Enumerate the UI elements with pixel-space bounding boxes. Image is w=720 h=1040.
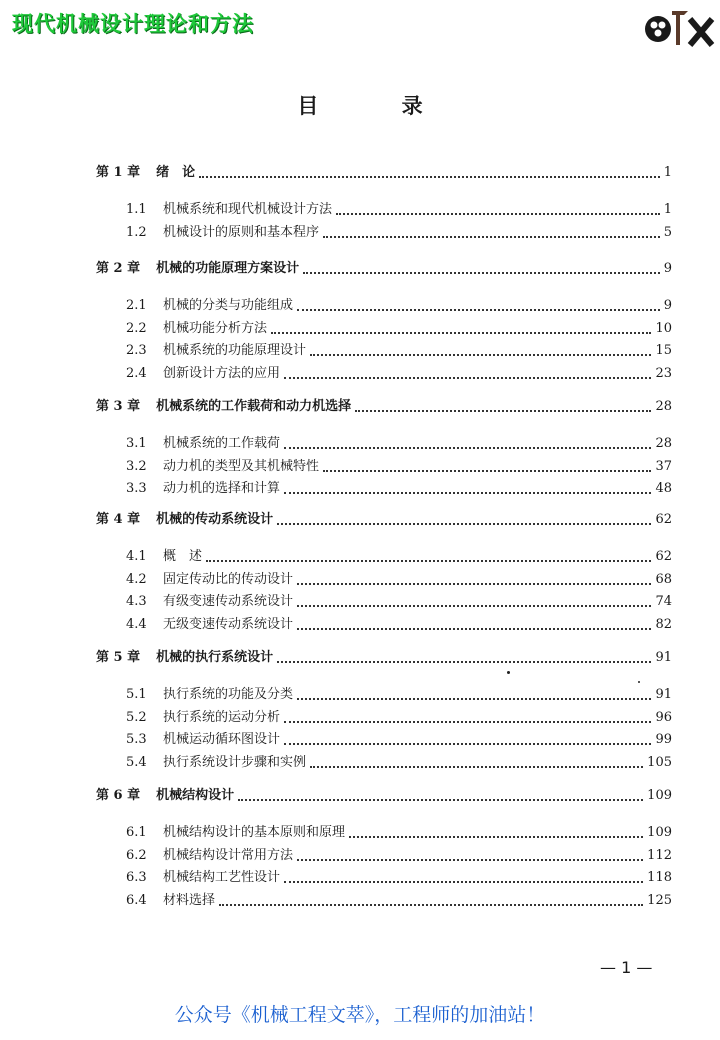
section-page: 1 bbox=[663, 202, 672, 217]
chapter-title: 机械的执行系统设计 bbox=[156, 650, 274, 665]
section-page: 112 bbox=[647, 848, 672, 863]
section-number: 6.3 bbox=[126, 870, 147, 885]
section-number: 3.3 bbox=[126, 481, 147, 496]
section-number: 6.4 bbox=[126, 893, 147, 908]
section-title: 动力机的选择和计算 bbox=[163, 481, 281, 496]
toc-section-row[interactable] bbox=[126, 710, 672, 726]
toc-title: 目 录 bbox=[297, 93, 461, 118]
section-title: 机械结构设计常用方法 bbox=[163, 848, 294, 863]
section-title: 机械运动循环图设计 bbox=[163, 732, 281, 747]
toc-section-row[interactable] bbox=[126, 321, 672, 337]
toc-section-row[interactable] bbox=[126, 594, 672, 610]
section-title: 机械系统的工作载荷 bbox=[163, 436, 281, 451]
toc-section-row[interactable] bbox=[126, 732, 672, 748]
section-page: 91 bbox=[655, 687, 672, 702]
section-title: 材料选择 bbox=[163, 893, 216, 908]
toc-chapter-row[interactable] bbox=[96, 788, 672, 804]
section-title: 机械的分类与功能组成 bbox=[163, 298, 294, 313]
dot-leader bbox=[355, 409, 651, 412]
chapter-number: 第 2 章 bbox=[96, 261, 141, 276]
toc-section-row[interactable] bbox=[126, 459, 672, 475]
toc-section-row[interactable] bbox=[126, 617, 672, 633]
scan-speck bbox=[507, 671, 510, 674]
section-number: 2.4 bbox=[126, 366, 147, 381]
section-page: 68 bbox=[655, 572, 672, 587]
toc-chapter-row[interactable] bbox=[96, 512, 672, 528]
chapter-title: 机械的传动系统设计 bbox=[156, 512, 274, 527]
chapter-title: 绪 论 bbox=[156, 165, 196, 180]
section-number: 4.4 bbox=[126, 617, 147, 632]
section-title: 机械系统和现代机械设计方法 bbox=[163, 202, 333, 217]
section-page: 10 bbox=[655, 321, 672, 336]
toc-chapter-row[interactable] bbox=[96, 399, 672, 415]
chapter-number: 第 3 章 bbox=[96, 399, 141, 414]
toc-section-row[interactable] bbox=[126, 870, 672, 886]
toc-chapter-row[interactable] bbox=[96, 165, 672, 181]
chapter-number: 第 4 章 bbox=[96, 512, 141, 527]
section-title: 执行系统设计步骤和实例 bbox=[163, 755, 307, 770]
dot-leader bbox=[284, 742, 651, 745]
page-number: — 1 — bbox=[600, 958, 653, 977]
dot-leader bbox=[277, 522, 651, 525]
section-page: 28 bbox=[655, 436, 672, 451]
section-number: 2.3 bbox=[126, 343, 147, 358]
toc-section-row[interactable] bbox=[126, 825, 672, 841]
section-title: 机械结构工艺性设计 bbox=[163, 870, 281, 885]
toc-section-row[interactable] bbox=[126, 225, 672, 241]
toc-section-row[interactable] bbox=[126, 549, 672, 565]
dot-leader bbox=[284, 491, 651, 494]
chapter-title: 机械结构设计 bbox=[156, 788, 235, 803]
toc-section-row[interactable] bbox=[126, 436, 672, 452]
dot-leader bbox=[238, 798, 643, 801]
publisher-logo bbox=[644, 5, 716, 49]
dot-leader bbox=[284, 446, 651, 449]
dot-leader bbox=[323, 235, 660, 238]
toc-section-row[interactable] bbox=[126, 366, 672, 382]
dot-leader bbox=[284, 880, 643, 883]
footer-slogan: 公众号《机械工程文萃》，工程师的加油站！ bbox=[174, 1004, 546, 1026]
toc-section-row[interactable] bbox=[126, 202, 672, 218]
dot-leader bbox=[277, 660, 651, 663]
chapter-page: 1 bbox=[663, 165, 672, 180]
chapter-title: 机械的功能原理方案设计 bbox=[156, 261, 300, 276]
header-title: 现代机械设计理论和方法 bbox=[12, 12, 254, 36]
section-number: 6.1 bbox=[126, 825, 147, 840]
chapter-number: 第 5 章 bbox=[96, 650, 141, 665]
dot-leader bbox=[303, 271, 660, 274]
section-number: 5.2 bbox=[126, 710, 147, 725]
section-title: 机械功能分析方法 bbox=[163, 321, 268, 336]
section-number: 1.2 bbox=[126, 225, 147, 240]
section-number: 5.4 bbox=[126, 755, 147, 770]
dot-leader bbox=[206, 559, 651, 562]
chapter-page: 9 bbox=[663, 261, 672, 276]
dot-leader bbox=[271, 331, 651, 334]
dot-leader bbox=[284, 376, 651, 379]
section-title: 动力机的类型及其机械特性 bbox=[163, 459, 320, 474]
chapter-page: 62 bbox=[655, 512, 672, 527]
section-title: 执行系统的运动分析 bbox=[163, 710, 281, 725]
section-page: 96 bbox=[655, 710, 672, 725]
section-number: 4.1 bbox=[126, 549, 147, 564]
dot-leader bbox=[297, 697, 651, 700]
section-page: 125 bbox=[647, 893, 672, 908]
section-number: 5.3 bbox=[126, 732, 147, 747]
dot-leader bbox=[297, 858, 643, 861]
scan-speck bbox=[638, 681, 640, 683]
section-number: 4.3 bbox=[126, 594, 147, 609]
dot-leader bbox=[336, 212, 660, 215]
chapter-page: 28 bbox=[655, 399, 672, 414]
section-title: 有级变速传动系统设计 bbox=[163, 594, 294, 609]
section-page: 99 bbox=[655, 732, 672, 747]
section-page: 48 bbox=[655, 481, 672, 496]
dot-leader bbox=[323, 469, 651, 472]
toc-section-row[interactable] bbox=[126, 343, 672, 359]
chapter-number: 第 1 章 bbox=[96, 165, 141, 180]
dot-leader bbox=[284, 720, 651, 723]
section-page: 109 bbox=[647, 825, 672, 840]
chapter-number: 第 6 章 bbox=[96, 788, 141, 803]
chapter-page: 109 bbox=[647, 788, 672, 803]
section-number: 4.2 bbox=[126, 572, 147, 587]
section-page: 74 bbox=[655, 594, 672, 609]
section-number: 5.1 bbox=[126, 687, 147, 702]
section-title: 概 述 bbox=[163, 549, 203, 564]
section-page: 37 bbox=[655, 459, 672, 474]
section-page: 15 bbox=[655, 343, 672, 358]
dot-leader bbox=[297, 308, 660, 311]
toc-section-row[interactable] bbox=[126, 687, 672, 703]
chapter-page: 91 bbox=[655, 650, 672, 665]
dot-leader bbox=[297, 582, 651, 585]
section-title: 无级变速传动系统设计 bbox=[163, 617, 294, 632]
section-title: 机械结构设计的基本原则和原理 bbox=[163, 825, 346, 840]
dot-leader bbox=[199, 175, 660, 178]
section-number: 3.2 bbox=[126, 459, 147, 474]
dot-leader bbox=[349, 835, 643, 838]
section-page: 5 bbox=[663, 225, 672, 240]
section-page: 9 bbox=[663, 298, 672, 313]
section-number: 2.1 bbox=[126, 298, 147, 313]
toc-section-row[interactable] bbox=[126, 893, 672, 909]
section-title: 执行系统的功能及分类 bbox=[163, 687, 294, 702]
section-number: 1.1 bbox=[126, 202, 147, 217]
toc-chapter-row[interactable] bbox=[96, 650, 672, 666]
section-number: 2.2 bbox=[126, 321, 147, 336]
section-number: 6.2 bbox=[126, 848, 147, 863]
toc-section-row[interactable] bbox=[126, 572, 672, 588]
dot-leader bbox=[310, 765, 643, 768]
chapter-title: 机械系统的工作载荷和动力机选择 bbox=[156, 399, 352, 414]
section-page: 82 bbox=[655, 617, 672, 632]
section-page: 118 bbox=[647, 870, 672, 885]
dot-leader bbox=[310, 353, 651, 356]
toc-chapter-row[interactable] bbox=[96, 261, 672, 277]
section-page: 62 bbox=[655, 549, 672, 564]
section-number: 3.1 bbox=[126, 436, 147, 451]
dot-leader bbox=[297, 604, 651, 607]
toc-section-row[interactable] bbox=[126, 848, 672, 864]
toc-section-row[interactable] bbox=[126, 481, 672, 497]
section-title: 机械系统的功能原理设计 bbox=[163, 343, 307, 358]
toc-section-row[interactable] bbox=[126, 298, 672, 314]
dot-leader bbox=[297, 627, 651, 630]
section-page: 23 bbox=[655, 366, 672, 381]
section-title: 机械设计的原则和基本程序 bbox=[163, 225, 320, 240]
dot-leader bbox=[219, 903, 643, 906]
section-page: 105 bbox=[647, 755, 672, 770]
section-title: 创新设计方法的应用 bbox=[163, 366, 281, 381]
section-title: 固定传动比的传动设计 bbox=[163, 572, 294, 587]
toc-section-row[interactable] bbox=[126, 755, 672, 771]
